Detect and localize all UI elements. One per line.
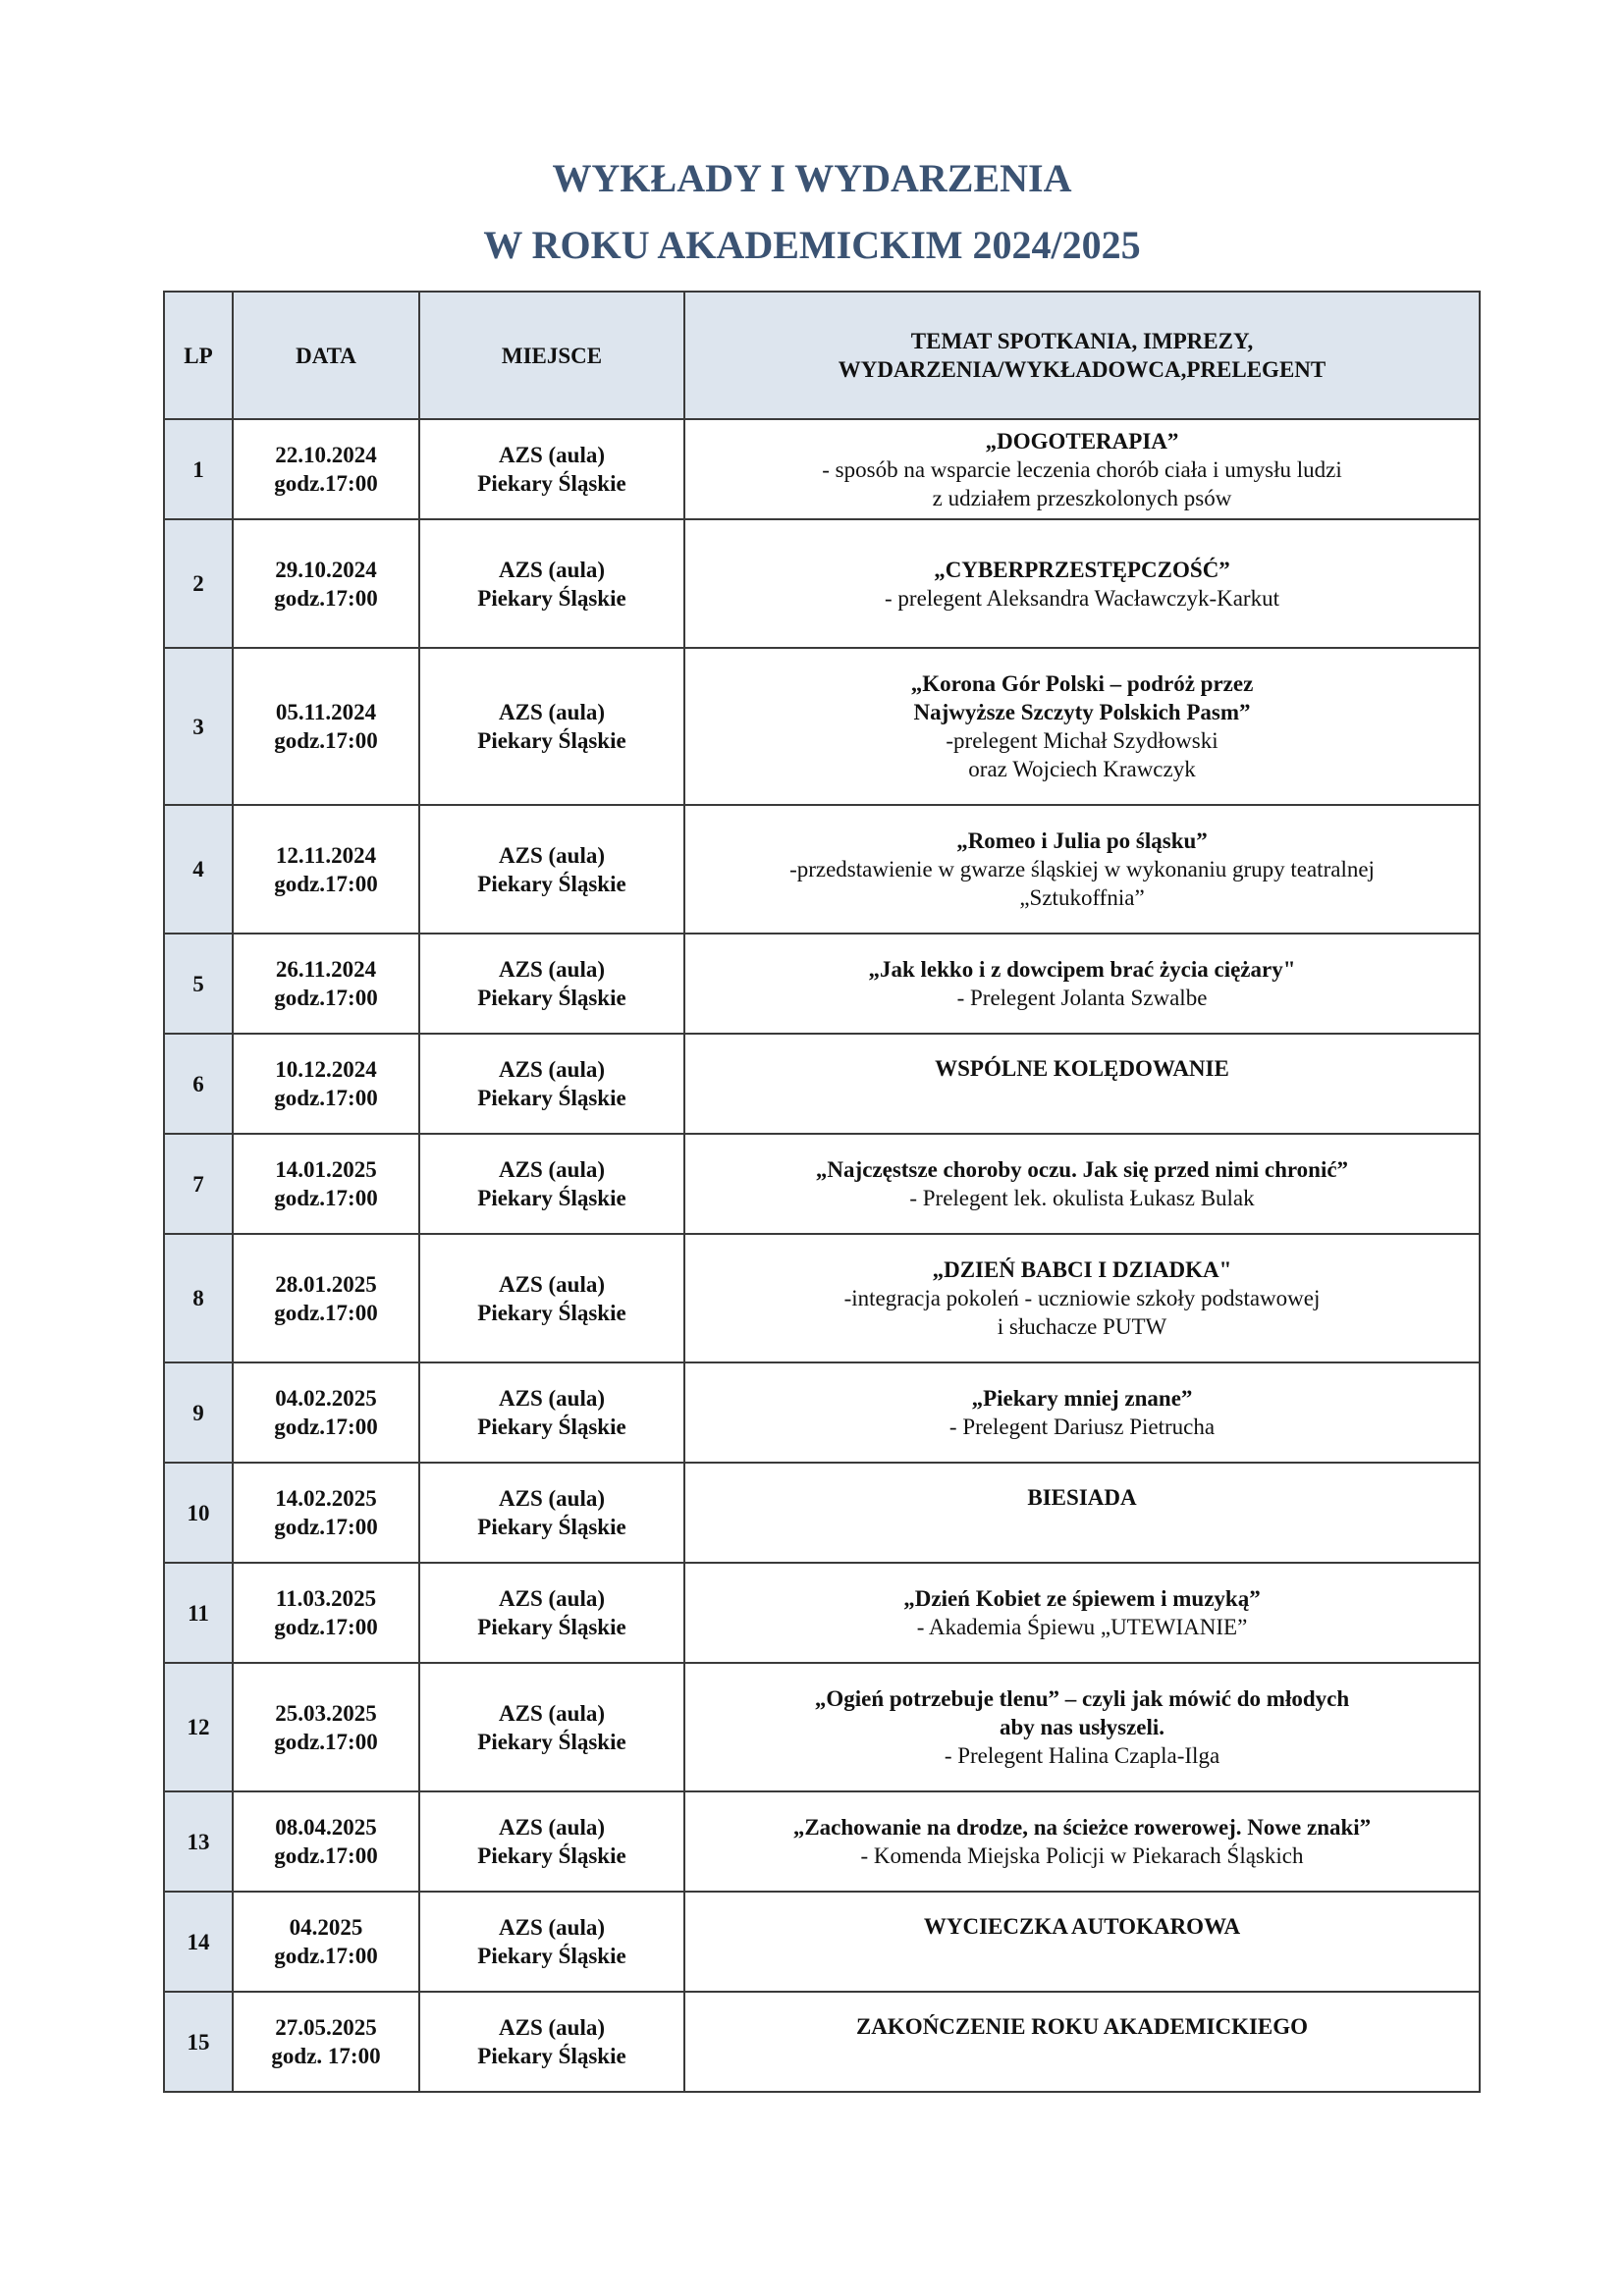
row-place-venue: AZS (aula) (499, 1586, 605, 1611)
row-number: 8 (164, 1234, 233, 1362)
row-place (419, 805, 684, 934)
row-topic-detail: i słuchacze PUTW (997, 1314, 1167, 1339)
row-topic (684, 1663, 1480, 1791)
table-header-row (164, 292, 1480, 419)
header-lp: LP (164, 292, 233, 419)
row-topic (684, 519, 1480, 648)
table-row (164, 805, 1480, 934)
row-place-venue: AZS (aula) (499, 1915, 605, 1940)
row-time-value: godz.17:00 (274, 1186, 378, 1210)
row-time-value: godz.17:00 (274, 1615, 378, 1639)
row-topic-detail: - Prelegent Dariusz Pietrucha (948, 1415, 1216, 1439)
row-topic (684, 1234, 1480, 1362)
row-place (419, 1892, 684, 1992)
row-place-city: Piekary Śląskie (477, 1944, 626, 1968)
row-number: 2 (164, 519, 233, 648)
row-topic-detail: - Prelegent lek. okulista Łukasz Bulak (909, 1186, 1255, 1210)
row-topic-detail: „Sztukoffnia” (1019, 885, 1145, 910)
row-time-value: godz.17:00 (274, 728, 378, 753)
row-date (233, 1234, 419, 1362)
row-time-value: godz. 17:00 (271, 2044, 381, 2068)
row-place-venue: AZS (aula) (499, 1057, 605, 1082)
row-date-value: 25.03.2025 (275, 1700, 377, 1726)
header-place: MIEJSCE (419, 292, 684, 419)
row-time-value: godz.17:00 (274, 1729, 378, 1754)
row-number: 12 (164, 1663, 233, 1791)
row-place-city: Piekary Śląskie (477, 1415, 626, 1439)
row-topic-detail: - Prelegent Jolanta Szwalbe (956, 986, 1208, 1010)
row-place-city: Piekary Śląskie (477, 728, 626, 753)
row-topic-title: „Najczęstsze choroby oczu. Jak się przed nimi chronić” (815, 1157, 1349, 1182)
row-topic-title: „CYBERPRZESTĘPCZOŚĆ” (934, 557, 1230, 582)
row-date-value: 11.03.2025 (275, 1586, 377, 1611)
header-topic-line-2: WYDARZENIA/WYKŁADOWCA,PRELEGENT (838, 357, 1326, 382)
row-date-value: 04.02.2025 (275, 1386, 377, 1411)
row-date-value: 14.01.2025 (275, 1157, 377, 1182)
row-place-venue: AZS (aula) (499, 1157, 605, 1182)
row-topic (684, 1892, 1480, 1992)
row-topic (684, 1134, 1480, 1234)
row-place-venue: AZS (aula) (499, 1386, 605, 1411)
row-place-venue: AZS (aula) (499, 1815, 605, 1840)
row-time-value: godz.17:00 (274, 871, 378, 896)
row-date-value: 26.11.2024 (275, 957, 377, 982)
row-topic-detail: -prelegent Michał Szydłowski (946, 728, 1218, 753)
row-place-city: Piekary Śląskie (477, 871, 626, 896)
row-date-value: 22.10.2024 (275, 443, 377, 467)
table-row (164, 1362, 1480, 1463)
row-topic-detail: oraz Wojciech Krawczyk (968, 757, 1196, 781)
row-date (233, 934, 419, 1034)
table-row (164, 419, 1480, 519)
row-topic-title: „Jak lekko i z dowcipem brać życia ciężary" (868, 957, 1296, 982)
row-date-value: 08.04.2025 (275, 1815, 377, 1840)
row-topic-title: „Zachowanie na drodze, na ścieżce rowerowej. Nowe znaki” (792, 1815, 1372, 1840)
row-date (233, 1663, 419, 1791)
row-number: 1 (164, 419, 233, 519)
row-place-venue: AZS (aula) (499, 700, 605, 724)
row-place-city: Piekary Śląskie (477, 1186, 626, 1210)
row-place (419, 1791, 684, 1892)
row-topic-title: „Piekary mniej znane” (971, 1386, 1193, 1411)
row-place (419, 1992, 684, 2092)
row-place-city: Piekary Śląskie (477, 2044, 626, 2068)
row-time-value: godz.17:00 (274, 986, 378, 1010)
row-topic-title: „Dzień Kobiet ze śpiewem i muzyką” (903, 1586, 1261, 1611)
header-topic-line-1: TEMAT SPOTKANIA, IMPREZY, (910, 329, 1254, 353)
row-topic-detail: - sposób na wsparcie leczenia chorób ciała i umysłu ludzi (822, 456, 1342, 482)
row-place-city: Piekary Śląskie (477, 1515, 626, 1539)
row-date (233, 1992, 419, 2092)
row-place-city: Piekary Śląskie (477, 585, 626, 611)
row-topic-title: WSPÓLNE KOLĘDOWANIE (935, 1056, 1229, 1081)
row-place-venue: AZS (aula) (499, 1700, 605, 1726)
row-topic-detail: -przedstawienie w gwarze śląskiej w wykonaniu grupy teatralnej (789, 857, 1375, 881)
row-date (233, 1791, 419, 1892)
table-row (164, 1892, 1480, 1992)
row-date-value: 14.02.2025 (275, 1486, 377, 1511)
row-date (233, 1362, 419, 1463)
row-time-value: godz.17:00 (274, 1843, 378, 1868)
row-date (233, 1463, 419, 1563)
row-number: 14 (164, 1892, 233, 1992)
table-row (164, 1134, 1480, 1234)
row-place (419, 519, 684, 648)
table-row (164, 1034, 1480, 1134)
row-place (419, 1663, 684, 1791)
row-date-value: 05.11.2024 (275, 700, 377, 724)
row-topic-detail: - Akademia Śpiewu „UTEWIANIE” (916, 1615, 1248, 1639)
table-row (164, 648, 1480, 805)
row-date (233, 1134, 419, 1234)
header-topic (684, 292, 1480, 419)
row-time-value: godz.17:00 (274, 585, 378, 611)
row-date-value: 12.11.2024 (275, 842, 377, 868)
row-time-value: godz.17:00 (274, 471, 378, 496)
row-date (233, 648, 419, 805)
row-topic-title: „DZIEŃ BABCI I DZIADKA" (932, 1257, 1232, 1282)
row-number: 7 (164, 1134, 233, 1234)
row-number: 4 (164, 805, 233, 934)
row-topic (684, 1034, 1480, 1134)
row-date (233, 1034, 419, 1134)
row-time-value: godz.17:00 (274, 1300, 378, 1325)
row-number: 13 (164, 1791, 233, 1892)
row-topic (684, 1992, 1480, 2092)
row-topic-detail: - Komenda Miejska Policji w Piekarach Śląskich (860, 1843, 1304, 1868)
row-topic-title: „Romeo i Julia po śląsku” (956, 828, 1208, 853)
row-topic-title: „DOGOTERAPIA” (985, 428, 1179, 454)
row-place-venue: AZS (aula) (499, 1271, 605, 1297)
row-number: 5 (164, 934, 233, 1034)
table-row (164, 1563, 1480, 1663)
row-topic-detail: z udziałem przeszkolonych psów (932, 485, 1232, 510)
row-topic (684, 1362, 1480, 1463)
row-place (419, 1463, 684, 1563)
row-time-value: godz.17:00 (274, 1515, 378, 1539)
row-time-value: godz.17:00 (274, 1415, 378, 1439)
row-time-value: godz.17:00 (274, 1086, 378, 1110)
page-title-line-2: W ROKU AKADEMICKIM 2024/2025 (483, 223, 1141, 267)
row-date (233, 805, 419, 934)
row-topic-title: „Ogień potrzebuje tlenu” – czyli jak mówić do młodych (814, 1686, 1350, 1711)
row-date (233, 1892, 419, 1992)
row-topic (684, 1563, 1480, 1663)
row-topic-title: „Korona Gór Polski – podróż przez (910, 671, 1254, 696)
row-place (419, 1362, 684, 1463)
row-place-city: Piekary Śląskie (477, 1843, 626, 1868)
row-place-venue: AZS (aula) (499, 557, 605, 582)
table-row (164, 1791, 1480, 1892)
row-place (419, 648, 684, 805)
row-topic (684, 934, 1480, 1034)
row-place (419, 1034, 684, 1134)
row-topic (684, 805, 1480, 934)
row-place (419, 1563, 684, 1663)
row-topic-title: BIESIADA (1027, 1485, 1137, 1510)
row-topic (684, 1791, 1480, 1892)
table-row (164, 1992, 1480, 2092)
row-date (233, 519, 419, 648)
row-place-venue: AZS (aula) (499, 1486, 605, 1511)
row-place-venue: AZS (aula) (499, 443, 605, 467)
row-topic-title-2: aby nas usłyszeli. (999, 1715, 1165, 1739)
row-topic-title-2: Najwyższe Szczyty Polskich Pasm” (913, 700, 1251, 724)
row-topic (684, 419, 1480, 519)
table-row (164, 519, 1480, 648)
row-place-venue: AZS (aula) (499, 2015, 605, 2040)
row-date (233, 419, 419, 519)
row-place (419, 419, 684, 519)
page-title-line-1: WYKŁADY I WYDARZENIA (552, 156, 1072, 200)
row-date-value: 27.05.2025 (275, 2015, 377, 2040)
row-topic-detail: - Prelegent Halina Czapla-Ilga (944, 1743, 1220, 1768)
row-place-city: Piekary Śląskie (477, 1086, 626, 1110)
row-number: 10 (164, 1463, 233, 1563)
row-topic-detail: - prelegent Aleksandra Wacławczyk-Karkut (885, 585, 1279, 611)
row-place (419, 1134, 684, 1234)
row-place-city: Piekary Śląskie (477, 1300, 626, 1325)
events-table (163, 291, 1481, 2093)
row-place-venue: AZS (aula) (499, 957, 605, 982)
table-row (164, 1234, 1480, 1362)
row-topic-detail: -integracja pokoleń - uczniowie szkoły podstawowej (843, 1286, 1321, 1310)
table-row (164, 1463, 1480, 1563)
row-number: 15 (164, 1992, 233, 2092)
row-topic (684, 648, 1480, 805)
row-date (233, 1563, 419, 1663)
row-number: 6 (164, 1034, 233, 1134)
row-time-value: godz.17:00 (274, 1944, 378, 1968)
row-place-venue: AZS (aula) (499, 842, 605, 868)
row-date-value: 29.10.2024 (275, 557, 377, 582)
row-number: 9 (164, 1362, 233, 1463)
row-date-value: 28.01.2025 (275, 1271, 377, 1297)
table-row (164, 1663, 1480, 1791)
row-topic-title: WYCIECZKA AUTOKAROWA (923, 1914, 1241, 1939)
row-place (419, 934, 684, 1034)
row-number: 11 (164, 1563, 233, 1663)
row-topic-title: ZAKOŃCZENIE ROKU AKADEMICKIEGO (855, 2014, 1309, 2039)
row-place-city: Piekary Śląskie (477, 1615, 626, 1639)
header-date: DATA (233, 292, 419, 419)
row-topic (684, 1463, 1480, 1563)
table-row (164, 934, 1480, 1034)
row-place (419, 1234, 684, 1362)
row-date-value: 10.12.2024 (275, 1057, 377, 1082)
row-place-city: Piekary Śląskie (477, 986, 626, 1010)
row-date-value: 04.2025 (289, 1915, 363, 1940)
row-place-city: Piekary Śląskie (477, 1729, 626, 1754)
row-number: 3 (164, 648, 233, 805)
row-place-city: Piekary Śląskie (477, 471, 626, 496)
